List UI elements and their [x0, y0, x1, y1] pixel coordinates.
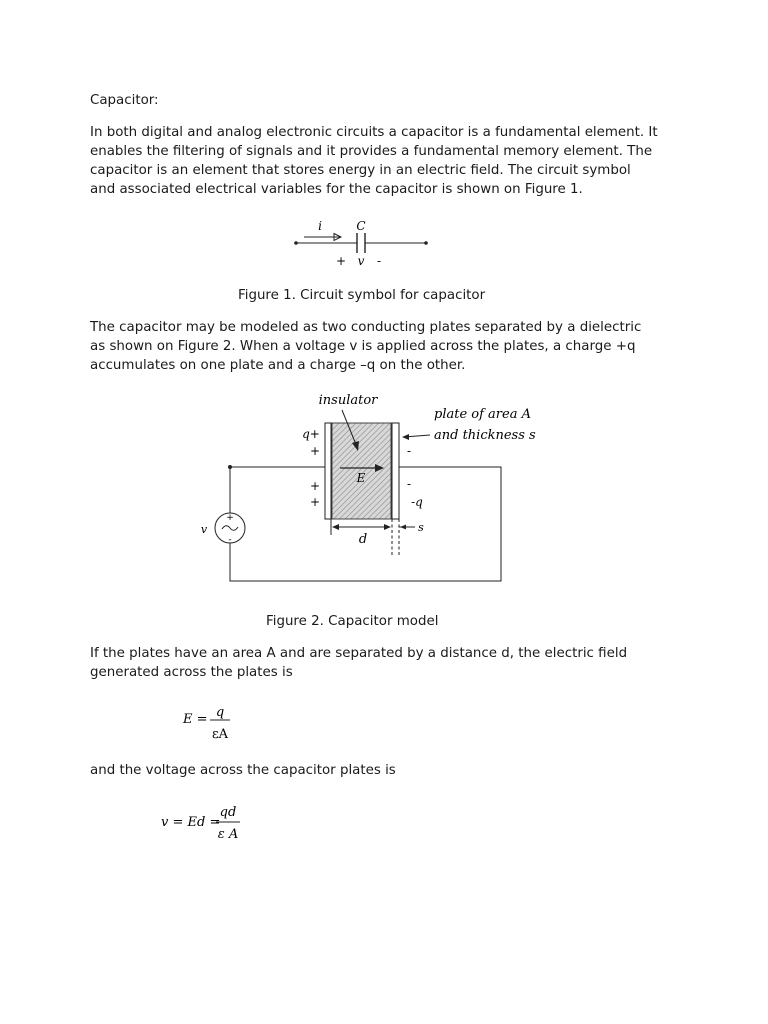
- figure-1-capacitor-symbol: [290, 212, 440, 272]
- thickness-arrow: [400, 525, 406, 530]
- equation-lhs: E =: [183, 712, 208, 727]
- heading: Capacitor:: [90, 93, 159, 108]
- equation-denominator: εA: [211, 727, 229, 742]
- figure-2-capacitor-model: [190, 385, 540, 590]
- gap-arrow-left: [332, 524, 339, 530]
- polarity-plus: +: [335, 254, 347, 268]
- charge-negative-label: -q: [411, 495, 423, 509]
- thickness-label: s: [418, 521, 424, 534]
- figure-1-caption: Figure 1. Circuit symbol for capacitor: [238, 288, 486, 303]
- equation-voltage: [158, 799, 268, 847]
- equation-lhs: v = Ed =: [161, 815, 221, 830]
- paragraph-line: generated across the plates is: [90, 665, 293, 680]
- figure-2-caption: Figure 2. Capacitor model: [266, 614, 439, 629]
- paragraph-line: as shown on Figure 2. When a voltage v is applied across the plates, a charge +q: [90, 339, 636, 354]
- gap-arrow-right: [384, 524, 391, 530]
- polarity-minus: -: [376, 254, 382, 268]
- plus-sign: +: [309, 495, 321, 509]
- paragraph-voltage: and the voltage across the capacitor plates is: [90, 763, 396, 778]
- paragraph-line: The capacitor may be modeled as two conducting plates separated by a dielectric: [90, 320, 642, 335]
- terminal-right: [424, 241, 428, 245]
- left-plate: [325, 423, 331, 519]
- minus-sign: -: [406, 444, 412, 458]
- equation-electric-field: [180, 702, 250, 747]
- paragraph-line: accumulates on one plate and a charge –q on the other.: [90, 358, 466, 373]
- source-voltage-label: v: [200, 523, 208, 536]
- paragraph-line: and associated electrical variables for the capacitor is shown on Figure 1.: [90, 182, 583, 197]
- plate-label-line2: and thickness s: [434, 428, 536, 443]
- right-plate: [392, 423, 399, 519]
- plus-sign: +: [309, 479, 321, 493]
- plus-sign: +: [309, 444, 321, 458]
- insulator-label: insulator: [318, 393, 378, 408]
- terminal-left: [294, 241, 298, 245]
- source-plus: +: [226, 513, 234, 523]
- equation-denominator: ε A: [217, 827, 239, 842]
- source-minus: -: [228, 535, 232, 545]
- current-label: i: [318, 219, 322, 233]
- paragraph-line: capacitor is an element that stores energy in an electric field. The circuit symbol: [90, 163, 631, 178]
- paragraph-line: In both digital and analog electronic circuits a capacitor is a fundamental element. It: [90, 125, 658, 140]
- gap-label: d: [358, 532, 368, 547]
- plate-label-line1: plate of area A: [434, 407, 531, 422]
- voltage-label: v: [357, 254, 365, 268]
- junction-dot: [228, 465, 232, 469]
- minus-sign: -: [406, 477, 412, 491]
- field-label: E: [356, 471, 366, 485]
- plate-pointer-head: [402, 434, 409, 440]
- capacitance-label: C: [356, 219, 366, 233]
- charge-positive-label: q+: [302, 427, 320, 441]
- equation-numerator: qd: [219, 805, 237, 820]
- paragraph-line: enables the filtering of signals and it provides a fundamental memory element. The: [90, 144, 653, 159]
- paragraph-line: If the plates have an area A and are separated by a distance d, the electric field: [90, 646, 628, 661]
- equation-numerator: q: [215, 705, 225, 720]
